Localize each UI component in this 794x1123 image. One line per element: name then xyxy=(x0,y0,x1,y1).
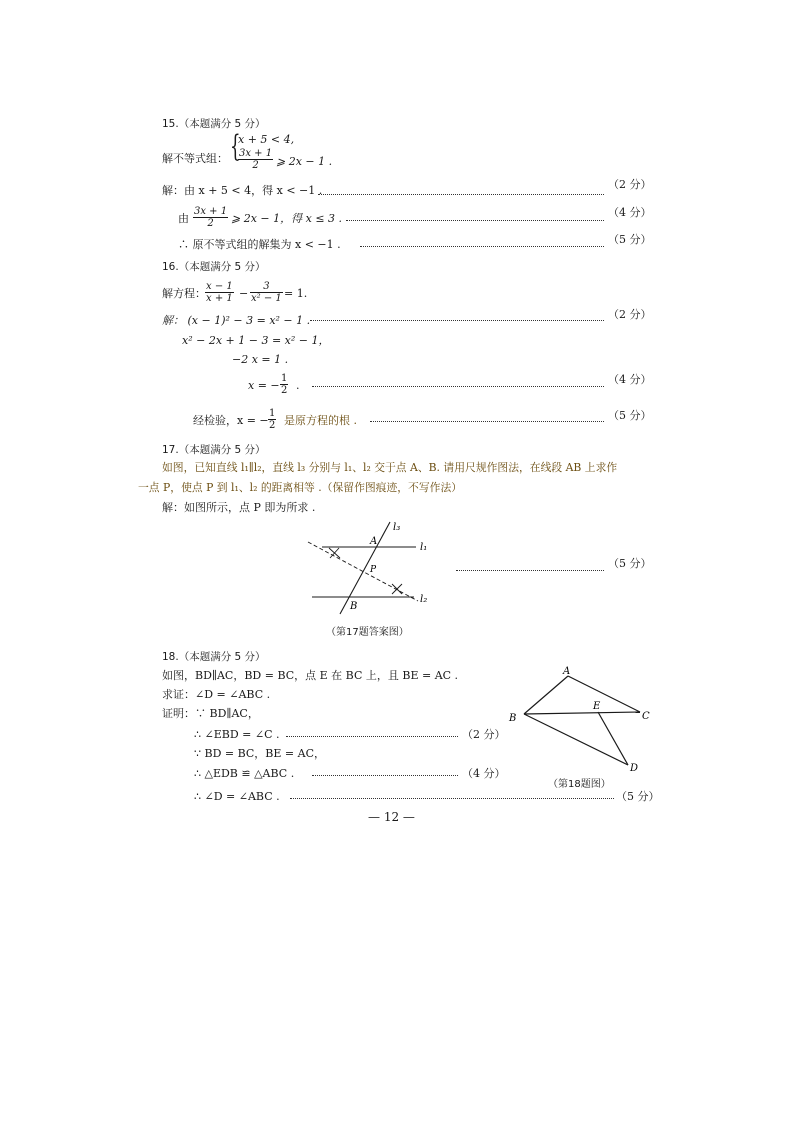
q15-step-3: ∴ 原不等式组的解集为 x < −1 . xyxy=(178,238,341,251)
fraction-numerator: 3 xyxy=(250,281,283,293)
label-D: D xyxy=(630,763,639,774)
q17-figure xyxy=(300,518,450,623)
q18-score-1: （2 分） xyxy=(462,728,506,741)
q15-step-2-prefix: 由 xyxy=(178,212,189,225)
q15-score-1: （2 分） xyxy=(608,178,652,191)
fraction-denominator: 2 xyxy=(207,218,214,229)
q16-check-suffix: 是原方程的根 . xyxy=(284,414,357,427)
q17-text-2: 一点 P，使点 P 到 l₁、l₂ 的距离相等 .（保留作图痕迹，不写作法） xyxy=(138,481,463,494)
q18-proof-5: ∴ ∠D = ∠ABC . xyxy=(194,790,280,803)
q17-answer: 解：如图所示，点 P 即为所求 . xyxy=(162,501,316,514)
label-l1: l₁ xyxy=(420,542,428,553)
q16-line-4-suffix: . xyxy=(296,379,300,392)
fraction-denominator: 2 xyxy=(269,420,276,431)
q15-fraction xyxy=(238,148,273,171)
q18-given: 如图，BD∥AC，BD = BC，点 E 在 BC 上，且 BE = AC . xyxy=(162,669,459,682)
q16-score-3: （5 分） xyxy=(608,409,652,422)
q15-step-1: 解：由 x + 5 < 4，得 x < −1 . xyxy=(162,184,323,197)
q16-line-2: x² − 2x + 1 − 3 = x² − 1， xyxy=(182,334,330,347)
score-leader xyxy=(456,570,604,571)
q18-prove: 求证：∠D = ∠ABC . xyxy=(162,688,271,701)
segment-AB xyxy=(524,676,568,714)
score-leader xyxy=(290,798,614,799)
fraction-denominator: 2 xyxy=(281,385,288,396)
q15-prompt: 解不等式组： xyxy=(162,152,228,165)
q18-proof-1: 证明：∵ BD∥AC， xyxy=(162,707,259,720)
q15-step-2: ⩾ 2x − 1，得 x ≤ 3 . xyxy=(231,212,343,225)
q17-caption: （第17题答案图） xyxy=(326,627,409,638)
fraction-numerator: 3x + 1 xyxy=(239,148,273,159)
score-leader xyxy=(346,220,604,221)
q18-caption: （第18题图） xyxy=(548,779,611,790)
q18-proof-4: ∴ △EDB ≌ △ABC . xyxy=(194,767,295,780)
q17-header: 17.（本题满分 5 分） xyxy=(162,444,266,456)
q16-check-fraction xyxy=(268,408,276,431)
q18-score-3: （5 分） xyxy=(616,790,660,803)
q16-header: 16.（本题满分 5 分） xyxy=(162,261,266,273)
segment-AC xyxy=(568,676,640,712)
q15-inequality-2: ⩾ 2x − 1 . xyxy=(276,155,333,168)
label-A: A xyxy=(370,536,378,547)
fraction-numerator: 3x + 1 xyxy=(194,206,228,217)
label-B: B xyxy=(350,601,358,612)
q18-figure xyxy=(505,662,655,777)
score-leader xyxy=(312,775,458,776)
q15-header: 15.（本题满分 5 分） xyxy=(162,118,266,130)
q15-score-3: （5 分） xyxy=(608,233,652,246)
q16-fraction-2 xyxy=(250,281,283,304)
q16-score-2: （4 分） xyxy=(608,373,652,386)
arc-mark xyxy=(329,548,340,558)
q16-line-4-prefix: x = − xyxy=(248,379,280,392)
system-brace: { xyxy=(230,129,241,164)
label-l3: l₃ xyxy=(393,522,401,533)
fraction-numerator: x − 1 xyxy=(206,281,233,292)
score-leader xyxy=(370,421,604,422)
label-A: A xyxy=(563,666,571,677)
q17-score: （5 分） xyxy=(608,557,652,570)
q16-fraction-1 xyxy=(205,281,234,304)
label-P: P xyxy=(370,565,377,575)
q16-line-3: −2 x = 1 . xyxy=(232,353,289,366)
q16-score-1: （2 分） xyxy=(608,308,652,321)
label-E: E xyxy=(593,701,601,712)
line-l3 xyxy=(340,522,390,614)
q15-step-2-fraction xyxy=(193,206,228,229)
bisector-line xyxy=(308,542,418,601)
fraction-numerator: 1 xyxy=(269,408,276,419)
q18-proof-2: ∴ ∠EBD = ∠C . xyxy=(194,728,280,741)
q16-check-prefix: 经检验，x = − xyxy=(193,414,269,427)
fraction-denominator: x + 1 xyxy=(206,293,233,304)
segment-BD xyxy=(524,714,628,765)
minus-sign: − xyxy=(239,287,249,300)
score-leader xyxy=(360,246,604,247)
score-leader xyxy=(312,386,604,387)
page-number: — 12 — xyxy=(368,810,415,824)
fraction-denominator: 2 xyxy=(252,160,259,171)
q18-proof-3: ∵ BD = BC，BE = AC， xyxy=(194,747,325,760)
q15-inequality-1: x + 5 < 4, xyxy=(238,133,295,146)
q16-line-1: 解： (x − 1)² − 3 = x² − 1 . xyxy=(162,314,311,327)
q15-score-2: （4 分） xyxy=(608,206,652,219)
fraction-numerator: 1 xyxy=(281,373,288,384)
arc-mark xyxy=(392,584,402,594)
segment-BC xyxy=(524,712,640,714)
score-leader xyxy=(310,320,604,321)
fraction-denominator: x² − 1 xyxy=(251,293,282,304)
q18-header: 18.（本题满分 5 分） xyxy=(162,651,266,663)
q16-line-4-fraction xyxy=(280,373,288,396)
label-B: B xyxy=(509,713,517,724)
label-l2: l₂ xyxy=(420,594,428,605)
q16-prompt: 解方程： xyxy=(162,287,206,300)
q16-prompt-rest: = 1. xyxy=(284,287,308,300)
score-leader xyxy=(286,736,458,737)
label-C: C xyxy=(642,711,650,722)
q18-score-2: （4 分） xyxy=(462,767,506,780)
q17-text-1: 如图，已知直线 l₁∥l₂，直线 l₃ 分别与 l₁、l₂ 交于点 A、B. 请用尺规作图法，在线段 AB 上求作 xyxy=(162,461,618,474)
score-leader xyxy=(318,194,604,195)
